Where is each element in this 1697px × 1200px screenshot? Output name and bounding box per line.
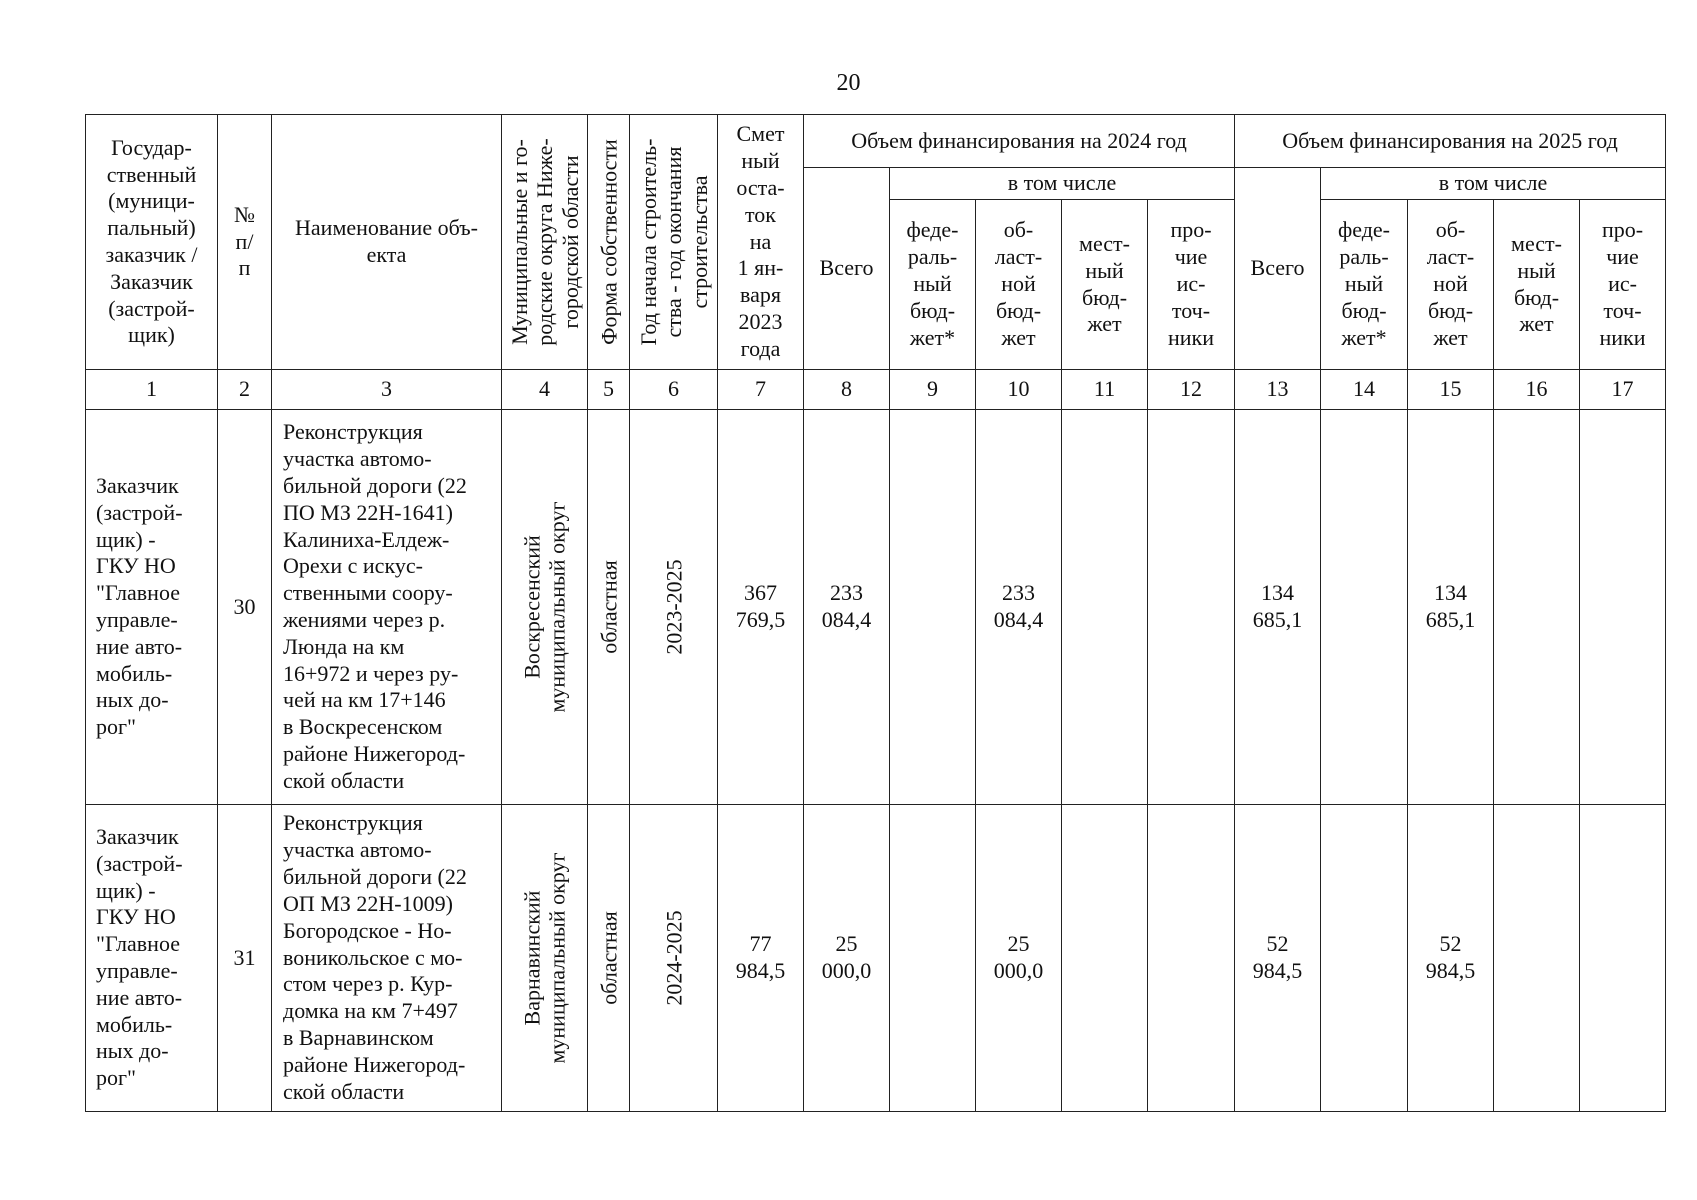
- row-local-2025: [1494, 805, 1580, 1112]
- col-number: 10: [976, 370, 1062, 410]
- row-total-2025: 134 685,1: [1235, 410, 1321, 805]
- header-fin-2024: Объем финансирования на 2024 год: [804, 115, 1235, 168]
- header-local-2025: мест- ный бюд- жет: [1494, 200, 1580, 370]
- header-row-1: [86, 115, 1666, 168]
- row-federal-2024: [890, 805, 976, 1112]
- row-ownership: [588, 805, 630, 1112]
- header-ownership-text: Форма собственности: [595, 139, 621, 345]
- row-other-2024: [1148, 410, 1235, 805]
- header-municipality: [502, 115, 588, 370]
- header-years: [630, 115, 718, 370]
- column-number-row: [86, 370, 1666, 410]
- header-incl-2025: в том числе: [1321, 168, 1666, 200]
- row-local-2025: [1494, 410, 1580, 805]
- header-ownership: [588, 115, 630, 370]
- row-municipality-text: Воскресенский муниципальный округ: [519, 501, 570, 713]
- row-years-text: 2024-2025: [660, 910, 686, 1006]
- header-estimate: Смет ный оста- ток на 1 ян- варя 2023 года: [718, 115, 804, 370]
- header-regional-2025: об- ласт- ной бюд- жет: [1408, 200, 1494, 370]
- col-number: 16: [1494, 370, 1580, 410]
- row-local-2024: [1062, 805, 1148, 1112]
- header-object-name: Наименование объ- екта: [272, 115, 502, 370]
- table-row: [86, 410, 1666, 805]
- row-ownership-text: областная: [595, 911, 621, 1005]
- col-number: 8: [804, 370, 890, 410]
- row-federal-2024: [890, 410, 976, 805]
- header-total-2025: Всего: [1235, 168, 1321, 370]
- header-years-text: Год начала строитель- ства - год окончания строительства: [635, 138, 712, 346]
- row-customer: Заказчик (застрой- щик) - ГКУ НО "Главное управле- ние авто- мобиль- ных до- рог": [86, 410, 218, 805]
- row-ownership: [588, 410, 630, 805]
- row-customer: Заказчик (застрой- щик) - ГКУ НО "Главное управле- ние авто- мобиль- ных до- рог": [86, 805, 218, 1112]
- row-estimate: 367 769,5: [718, 410, 804, 805]
- row-num: 31: [218, 805, 272, 1112]
- row-other-2024: [1148, 805, 1235, 1112]
- page-number: 20: [836, 70, 861, 96]
- row-municipality: [502, 805, 588, 1112]
- col-number: 9: [890, 370, 976, 410]
- row-regional-2024: 233 084,4: [976, 410, 1062, 805]
- row-years: [630, 805, 718, 1112]
- row-regional-2025: 52 984,5: [1408, 805, 1494, 1112]
- row-total-2024: 25 000,0: [804, 805, 890, 1112]
- table-row: [86, 805, 1666, 1112]
- col-number: 11: [1062, 370, 1148, 410]
- row-ownership-text: областная: [595, 560, 621, 654]
- header-other-2025: про- чие ис- точ- ники: [1580, 200, 1666, 370]
- row-federal-2025: [1321, 805, 1408, 1112]
- header-local-2024: мест- ный бюд- жет: [1062, 200, 1148, 370]
- col-number: 15: [1408, 370, 1494, 410]
- header-federal-2024: феде- раль- ный бюд- жет*: [890, 200, 976, 370]
- col-number: 17: [1580, 370, 1666, 410]
- row-other-2025: [1580, 805, 1666, 1112]
- row-object: Реконструкция участка автомо- бильной дороги (22 ПО МЗ 22Н-1641) Калиниха-Елдеж- Орехи с искус- ственными соору- жениями через р. Люнда на км 16+972 и через ру- чей на км 17+146 в Воскресенском районе Нижегород- ской области: [272, 410, 502, 805]
- header-incl-2024: в том числе: [890, 168, 1235, 200]
- header-other-2024: про- чие ис- точ- ники: [1148, 200, 1235, 370]
- row-total-2024: 233 084,4: [804, 410, 890, 805]
- financing-table: [85, 114, 1666, 1112]
- row-local-2024: [1062, 410, 1148, 805]
- row-years: [630, 410, 718, 805]
- col-number: 5: [588, 370, 630, 410]
- header-regional-2024: об- ласт- ной бюд- жет: [976, 200, 1062, 370]
- row-estimate: 77 984,5: [718, 805, 804, 1112]
- row-object: Реконструкция участка автомо- бильной дороги (22 ОП МЗ 22Н-1009) Богородское - Но- воникольское с мо- стом через р. Кур- домка на км 7+497 в Варнавинском районе Нижегород- ской области: [272, 805, 502, 1112]
- header-municipality-text: Муниципальные и го- родские округа Ниже- городской области: [506, 138, 583, 346]
- row-municipality-text: Варнавинский муниципальный округ: [519, 852, 570, 1064]
- header-num: № п/ п: [218, 115, 272, 370]
- row-years-text: 2023-2025: [660, 559, 686, 655]
- row-federal-2025: [1321, 410, 1408, 805]
- row-total-2025: 52 984,5: [1235, 805, 1321, 1112]
- header-fin-2025: Объем финансирования на 2025 год: [1235, 115, 1666, 168]
- col-number: 4: [502, 370, 588, 410]
- row-municipality: [502, 410, 588, 805]
- col-number: 12: [1148, 370, 1235, 410]
- col-number: 7: [718, 370, 804, 410]
- col-number: 1: [86, 370, 218, 410]
- header-customer: Государ- ственный (муници- пальный) заказчик / Заказчик (застрой- щик): [86, 115, 218, 370]
- row-regional-2024: 25 000,0: [976, 805, 1062, 1112]
- col-number: 14: [1321, 370, 1408, 410]
- col-number: 6: [630, 370, 718, 410]
- col-number: 3: [272, 370, 502, 410]
- header-federal-2025: феде- раль- ный бюд- жет*: [1321, 200, 1408, 370]
- row-regional-2025: 134 685,1: [1408, 410, 1494, 805]
- row-num: 30: [218, 410, 272, 805]
- header-total-2024: Всего: [804, 168, 890, 370]
- col-number: 13: [1235, 370, 1321, 410]
- row-other-2025: [1580, 410, 1666, 805]
- col-number: 2: [218, 370, 272, 410]
